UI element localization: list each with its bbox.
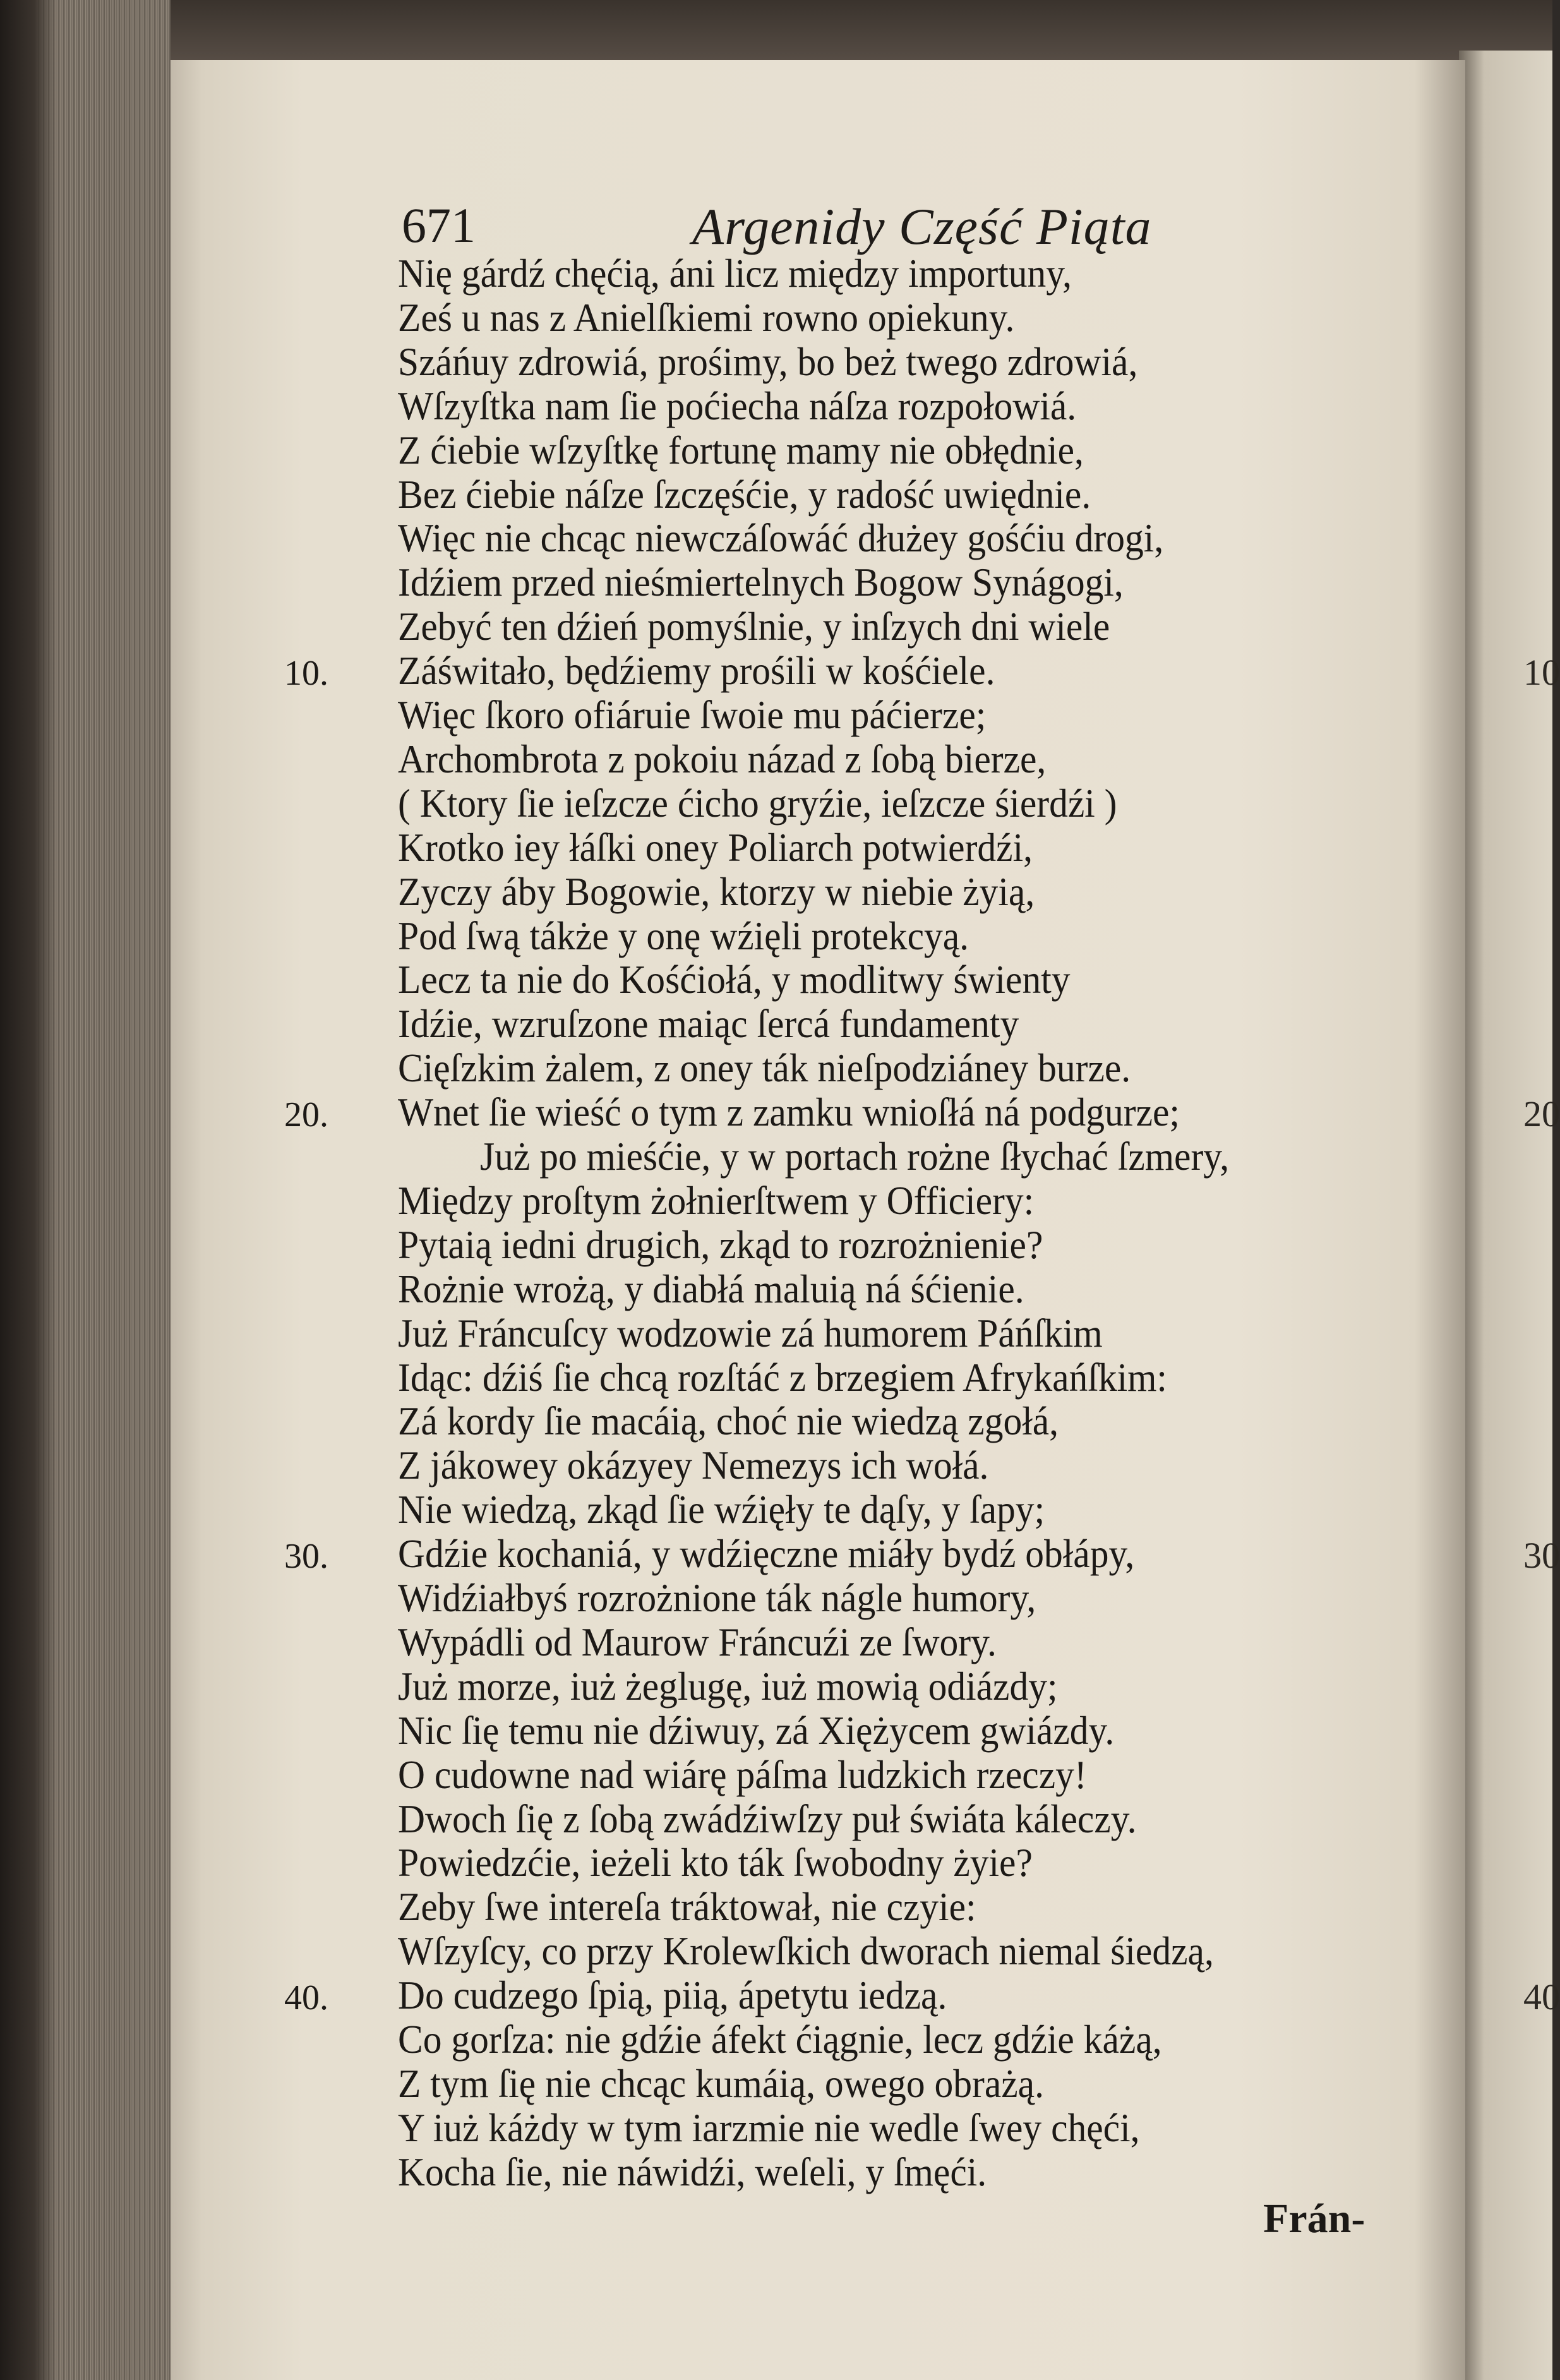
verse-line: Więc ſkoro ofiáruie ſwoie mu páćierze; — [398, 692, 987, 737]
verse-line: Gdźie kochaniá, y wdźięczne miáły bydź obłápy, — [398, 1531, 1135, 1577]
verse-line: Záświtało, będźiemy prośili w kośćiele. — [398, 648, 995, 694]
verse-line: Pod ſwą tákże y onę wźięli protekcyą. — [398, 913, 969, 958]
verse-line: Idąc: dźiś ſie chcą rozſtáć z brzegiem Afrykańſkim: — [398, 1354, 1167, 1400]
verse-line: Wnet ſie wieść o tym z zamku wnioſłá ná podgurze; — [398, 1090, 1180, 1135]
verse-line: Pytaią iedni drugich, zkąd to rozrożnienie? — [398, 1222, 1043, 1267]
verse-line: Bez ćiebie náſze ſzczęśćie, y radość uwiędnie. — [398, 471, 1091, 517]
verse-line: Wſzyſcy, co przy Krolewſkich dworach niemal śiedzą, — [398, 1928, 1214, 1974]
verse-line: Zeby ſwe intereſa tráktował, nie czyie: — [398, 1884, 976, 1930]
verse-line: Cięſzkim żalem, z oney ták nieſpodziáney burze. — [398, 1045, 1131, 1091]
page-number: 671 — [402, 198, 476, 253]
verse-line: Idźiem przed nieśmiertelnych Bogow Synágogi, — [398, 560, 1124, 605]
verse-line: Powiedzćie, ieżeli kto ták ſwobodny żyie? — [398, 1840, 1033, 1885]
verse-line: Już morze, iuż żeglugę, iuż mowią odiázdy; — [398, 1663, 1058, 1709]
verse-line: Lecz ta nie do Kośćiołá, y modlitwy świenty — [398, 957, 1071, 1002]
verse-line: Nic ſię temu nie dźiwuy, zá Xiężycem gwiázdy. — [398, 1707, 1115, 1753]
facing-line-number: 30 — [1523, 1535, 1560, 1577]
verse-line: Widźiałbyś rozrożnione ták nágle humory, — [398, 1575, 1036, 1620]
line-number: 30. — [284, 1537, 328, 1577]
verse-line: Nię gárdź chęćią, áni licz między importuny, — [398, 251, 1072, 296]
verse-line: Zá kordy ſie macáią, choć nie wiedzą zgołá, — [398, 1398, 1059, 1444]
verse-line: O cudowne nad wiárę páſma ludzkich rzeczy! — [398, 1752, 1087, 1797]
line-number: 20. — [284, 1095, 328, 1135]
verse-line: Archombrota z pokoiu názad z ſobą bierze, — [398, 736, 1047, 781]
verse-line: Nie wiedzą, zkąd ſie wźięły te dąſy, y ſapy; — [398, 1487, 1045, 1532]
verse-line: Wypádli od Maurow Fráncuźi ze ſwory. — [398, 1619, 997, 1664]
verse-line: Ześ u nas z Anielſkiemi rowno opiekuny. — [398, 294, 1015, 340]
verse-line: Y iuż káżdy w tym iarzmie nie wedle ſwey chęći, — [398, 2105, 1140, 2150]
facing-line-number: 10 — [1523, 652, 1560, 694]
facing-line-number: 40 — [1523, 1976, 1560, 2018]
verse-line: Do cudzego ſpią, piią, ápetytu iedzą. — [398, 1973, 947, 2018]
verse-line: Już po mieśćie, y w portach rożne ſłychać ſzmery, — [480, 1134, 1230, 1179]
verse-line: Zyczy áby Bogowie, ktorzy w niebie żyią, — [398, 868, 1035, 914]
line-number: 40. — [284, 1978, 328, 2018]
facing-line-number: 20 — [1523, 1093, 1560, 1135]
running-title: Argenidy Część Piąta — [692, 198, 1152, 255]
page-header — [402, 197, 1191, 254]
verse-line: Idźie, wzruſzone maiąc ſercá fundamenty — [398, 1001, 1019, 1047]
verse-line: Więc nie chcąc niewczáſowáć dłużey gośćiu drogi, — [398, 515, 1164, 561]
verse-line: Z tym ſię nie chcąc kumáią, owego obrażą. — [398, 2060, 1044, 2106]
binding-shadow — [0, 0, 57, 2380]
verse-line: Száńuy zdrowiá, prośimy, bo beż twego zdrowiá, — [398, 339, 1138, 384]
verse-line: ( Ktory ſie ieſzcze ćicho gryźie, ieſzcze śierdźi ) — [398, 780, 1117, 826]
line-number: 10. — [284, 654, 328, 694]
catchword: Frán- — [1263, 2196, 1365, 2242]
verse-line: Z ćiebie wſzyſtkę fortunę mamy nie obłędnie, — [398, 427, 1084, 472]
verse-line: Zebyć ten dźień pomyślnie, y inſzych dni wiele — [398, 604, 1110, 649]
verse-line: Co gorſza: nie gdźie áfekt ćiągnie, lecz gdźie káżą, — [398, 2017, 1162, 2062]
facing-page-edge — [1459, 51, 1552, 2380]
verse-line: Między proſtym żołnierſtwem y Officiery: — [398, 1177, 1035, 1223]
verse-line: Dwoch ſię z ſobą zwádźiwſzy puł świáta káleczy. — [398, 1796, 1137, 1841]
verse-line: Już Fráncuſcy wodzowie zá humorem Páńſkim — [398, 1310, 1103, 1355]
verse-line: Wſzyſtka nam ſie poćiecha náſza rozpołowiá. — [398, 383, 1077, 428]
verse-line: Krotko iey łáſki oney Poliarch potwierdźi, — [398, 824, 1033, 870]
verse-line: Rożnie wrożą, y diabłá maluią ná śćienie. — [398, 1266, 1024, 1311]
verse-line: Z jákowey okázyey Nemezys ich wołá. — [398, 1443, 989, 1488]
book-top-edge — [0, 0, 1552, 69]
verse-line: Kocha ſie, nie náwidźi, weſeli, y ſmęći. — [398, 2149, 987, 2194]
